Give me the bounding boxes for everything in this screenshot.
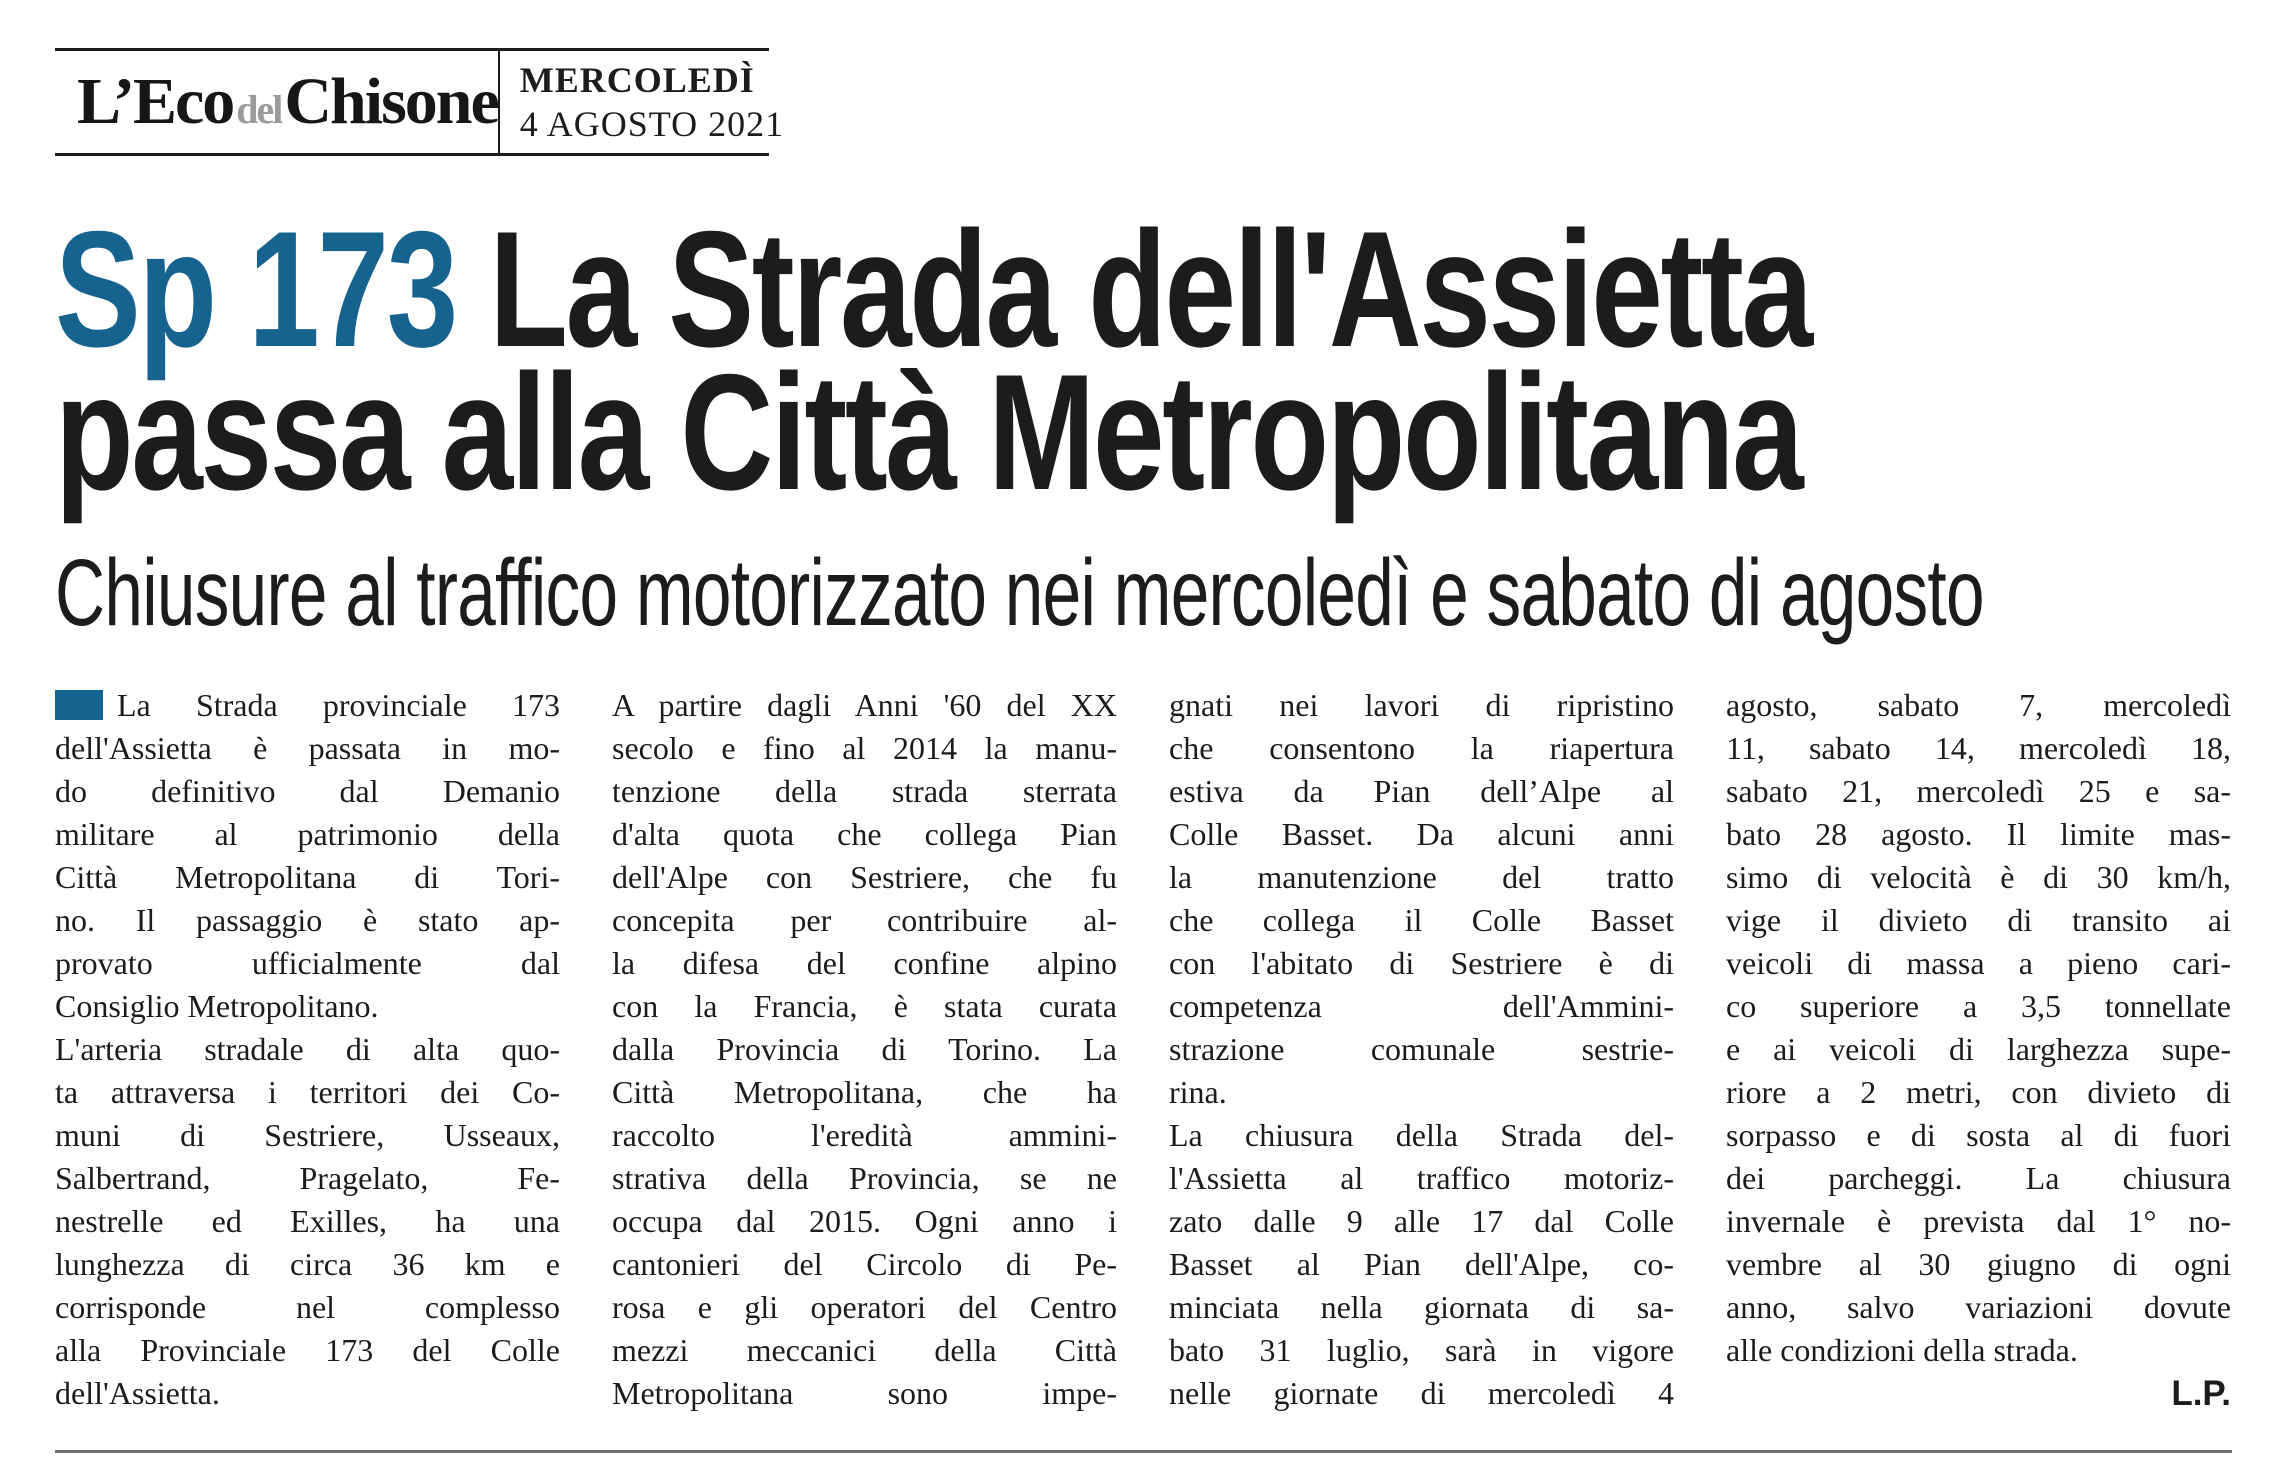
body-line: alla Provinciale 173 del Colle xyxy=(55,1332,560,1368)
article-column-4 xyxy=(1726,684,2231,1415)
body-line: Salbertrand, Pragelato, Fe- xyxy=(55,1160,560,1196)
body-line: dell'Assietta. xyxy=(55,1375,220,1411)
body-line: dell'Alpe con Sestriere, che fu xyxy=(612,859,1117,895)
body-line: do definitivo dal Demanio xyxy=(55,773,560,809)
byline: L.P. xyxy=(2171,1374,2231,1413)
article-column-1 xyxy=(55,684,560,1415)
body-line: nestrelle ed Exilles, ha una xyxy=(55,1203,560,1239)
newspaper-logo xyxy=(55,64,498,140)
issue-date xyxy=(500,58,784,146)
body-line: muni di Sestriere, Usseaux, xyxy=(55,1117,560,1153)
body-line: concepita per contribuire al- xyxy=(612,902,1117,938)
body-line: Basset al Pian dell'Alpe, co- xyxy=(1169,1246,1674,1282)
body-line: cantonieri del Circolo di Pe- xyxy=(612,1246,1117,1282)
body-line: che consentono la riapertura xyxy=(1169,730,1674,766)
body-line: alle condizioni della strada. xyxy=(1726,1332,2078,1368)
body-line: con la Francia, è stata curata xyxy=(612,988,1117,1024)
body-line: no. Il passaggio è stato ap- xyxy=(55,902,560,938)
body-line: vembre al 30 giugno di ogni xyxy=(1726,1246,2231,1282)
headline xyxy=(55,197,2232,524)
body-line: zato dalle 9 alle 17 dal Colle xyxy=(1169,1203,1674,1239)
body-line: L'arteria stradale di alta quo- xyxy=(55,1031,560,1067)
body-line: e ai veicoli di larghezza supe- xyxy=(1726,1031,2231,1067)
body-line: Metropolitana sono impe- xyxy=(612,1375,1117,1411)
body-line: con l'abitato di Sestriere è di xyxy=(1169,945,1674,981)
headline-line-2 xyxy=(55,340,2232,524)
body-line: anno, salvo variazioni dovute xyxy=(1726,1289,2231,1325)
body-line: competenza dell'Ammini- xyxy=(1169,988,1674,1024)
body-line: l'Assietta al traffico motoriz- xyxy=(1169,1160,1674,1196)
body-line: che collega il Colle Basset xyxy=(1169,902,1674,938)
body-line: provato ufficialmente dal xyxy=(55,945,560,981)
masthead xyxy=(55,48,785,156)
body-line: nelle giornate di mercoledì 4 xyxy=(1169,1375,1674,1411)
body-line: minciata nella giornata di sa- xyxy=(1169,1289,1674,1325)
body-line: Città Metropolitana, che ha xyxy=(612,1074,1117,1110)
logo-part-del: del xyxy=(236,87,282,132)
body-line: secolo e fino al 2014 la manu- xyxy=(612,730,1117,766)
body-line: tenzione della strada sterrata xyxy=(612,773,1117,809)
body-line: agosto, sabato 7, mercoledì xyxy=(1726,687,2231,723)
body-line: rina. xyxy=(1169,1074,1227,1110)
body-line: riore a 2 metri, con divieto di xyxy=(1726,1074,2231,1110)
body-line: bato 28 agosto. Il limite mas- xyxy=(1726,816,2231,852)
body-line: co superiore a 3,5 tonnellate xyxy=(1726,988,2231,1024)
logo-part-2: Chisone xyxy=(284,65,498,138)
body-line: veicoli di massa a pieno cari- xyxy=(1726,945,2231,981)
body-line: A partire dagli Anni '60 del XX xyxy=(612,687,1117,723)
logo-part-1: L’Eco xyxy=(77,65,234,138)
body-line: Città Metropolitana di Tori- xyxy=(55,859,560,895)
body-line: invernale è prevista dal 1° no- xyxy=(1726,1203,2231,1239)
body-line: militare al patrimonio della xyxy=(55,816,560,852)
body-line: simo di velocità è di 30 km/h, xyxy=(1726,859,2231,895)
body-line: estiva da Pian dell’Alpe al xyxy=(1169,773,1674,809)
body-line: sorpasso e di sosta al di fuori xyxy=(1726,1117,2231,1153)
body-line: La chiusura della Strada del- xyxy=(1169,1117,1674,1153)
body-line: Consiglio Metropolitano. xyxy=(55,988,379,1024)
body-line: corrisponde nel complesso xyxy=(55,1289,560,1325)
body-line: lunghezza di circa 36 km e xyxy=(55,1246,560,1282)
subheadline xyxy=(55,542,2232,644)
body-line: 11, sabato 14, mercoledì 18, xyxy=(1726,730,2231,766)
body-line: la manutenzione del tratto xyxy=(1169,859,1674,895)
issue-weekday: MERCOLEDÌ xyxy=(519,60,755,100)
article-column-2 xyxy=(612,684,1117,1415)
body-line: vige il divieto di transito ai xyxy=(1726,902,2231,938)
body-line: strazione comunale sestrie- xyxy=(1169,1031,1674,1067)
body-line: rosa e gli operatori del Centro xyxy=(612,1289,1117,1325)
headline-kicker: Sp 173 xyxy=(55,197,456,381)
issue-date-line: 4 AGOSTO 2021 xyxy=(519,104,785,144)
body-line: la difesa del confine alpino xyxy=(612,945,1117,981)
bottom-rule xyxy=(55,1450,2232,1453)
body-line: d'alta quota che collega Pian xyxy=(612,816,1117,852)
headline-line-2-text: passa alla Città Metropolitana xyxy=(55,340,1802,524)
subheadline-text: Chiusure al traffico motorizzato nei mercoledì e sabato di agosto xyxy=(55,540,1984,646)
body-line: ta attraversa i territori dei Co- xyxy=(55,1074,560,1110)
article-body xyxy=(55,684,2232,1415)
lead-square-marker xyxy=(55,690,103,720)
body-line: mezzi meccanici della Città xyxy=(612,1332,1117,1368)
headline-line-1-text: La Strada dell'Assietta xyxy=(455,197,1811,381)
body-line: dalla Provincia di Torino. La xyxy=(612,1031,1117,1067)
body-line: raccolto l'eredità ammini- xyxy=(612,1117,1117,1153)
body-line: Colle Basset. Da alcuni anni xyxy=(1169,816,1674,852)
body-line: bato 31 luglio, sarà in vigore xyxy=(1169,1332,1674,1368)
body-line: occupa dal 2015. Ogni anno i xyxy=(612,1203,1117,1239)
article-column-3 xyxy=(1169,684,1674,1415)
body-line: dei parcheggi. La chiusura xyxy=(1726,1160,2231,1196)
body-line: gnati nei lavori di ripristino xyxy=(1169,687,1674,723)
body-line: dell'Assietta è passata in mo- xyxy=(55,730,560,766)
body-line: sabato 21, mercoledì 25 e sa- xyxy=(1726,773,2231,809)
body-line: La Strada provinciale 173 xyxy=(55,684,560,727)
body-line: strativa della Provincia, se ne xyxy=(612,1160,1117,1196)
